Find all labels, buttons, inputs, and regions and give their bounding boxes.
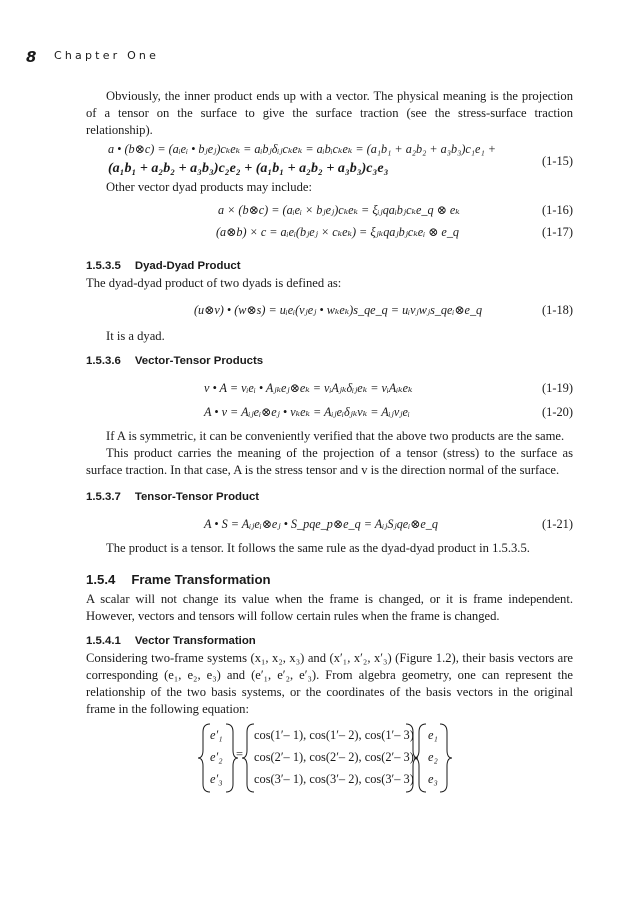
section-number: 1.5.4 (86, 572, 116, 587)
left-brace-rhs (414, 724, 426, 792)
paragraph-frame-transformation: A scalar will not change its value when the frame is changed, or it is frame independent. However, vectors and tensors will follow certain rules when the frame is changed. (86, 592, 573, 623)
equation-number: (1-18) (542, 303, 573, 317)
equation-1-15 (86, 139, 573, 179)
equation-1-18-expr: (u⊗v) • (w⊗s) = uᵢeᵢ(vⱼeⱼ • wₖeₖ)s_qe_q = uᵢvⱼwⱼs_qeᵢ⊗e_q (194, 303, 483, 317)
equation-number: (1-16) (542, 203, 573, 217)
section-number: 1.5.4.1 (86, 635, 121, 647)
rhs-entry: e₁ (428, 728, 438, 742)
page-body (86, 88, 573, 794)
section-number: 1.5.3.5 (86, 260, 121, 272)
section-heading-1-5-4 (86, 571, 573, 588)
section-heading-1-5-3-7 (86, 489, 573, 506)
running-header (26, 48, 160, 67)
lhs-entry: e′₁ (210, 728, 223, 742)
section-heading-1-5-3-5 (86, 258, 573, 275)
equation-number: (1-19) (542, 381, 573, 395)
equation-1-20-expr: A • v = Aᵢⱼeᵢ⊗eⱼ • vₖeₖ = Aᵢⱼeᵢδⱼₖvₖ = Aᵢⱼvⱼeᵢ (204, 405, 410, 419)
equation-1-16 (86, 202, 573, 222)
paragraph-symmetric: If A is symmetric, it can be conveniently verified that the above two products are the same. (106, 429, 565, 443)
matrix-rhs-vector (428, 724, 438, 790)
chapter-title: Chapter One (54, 49, 160, 62)
cosine-matrix (254, 724, 414, 790)
section-title: Vector Transformation (134, 635, 256, 647)
equation-number: (1-20) (542, 405, 573, 419)
equation-1-18 (86, 302, 573, 322)
section-title: Vector-Tensor Products (134, 355, 264, 367)
matrix-lhs-vector (210, 724, 223, 790)
equation-number: (1-15) (542, 154, 573, 168)
equation-1-19 (86, 380, 573, 400)
equation-1-15-line1: a • (b⊗c) = (aᵢeᵢ • bⱼeⱼ)cₖeₖ = aᵢbⱼδᵢⱼcₖeₖ = aᵢbᵢcₖeₖ = (a₁b₁ + a₂b₂ + a₃b₃)c₁e₁ + (108, 142, 496, 156)
equation-number: (1-17) (542, 225, 573, 239)
equation-number: (1-21) (542, 517, 573, 531)
paragraph-inner-product: Obviously, the inner product ends up with a vector. The physical meaning is the projection of a tensor on the surface to give the surface traction (see the stress-surface traction relationship). (86, 89, 573, 137)
left-brace-lhs (198, 724, 210, 792)
section-number: 1.5.3.6 (86, 355, 121, 367)
rhs-entry: e₂ (428, 750, 438, 764)
section-title: Frame Transformation (131, 572, 271, 587)
section-title: Tensor-Tensor Product (134, 491, 260, 503)
equation-1-19-expr: v • A = vᵢeᵢ • Aⱼₖeⱼ⊗eₖ = vᵢAⱼₖδᵢⱼeₖ = vᵢAᵢₖeₖ (204, 381, 413, 395)
rhs-entry: e₃ (428, 772, 438, 786)
lhs-entry: e′₃ (210, 772, 223, 786)
lhs-entry: e′₂ (210, 750, 223, 764)
equals-sign: = (236, 747, 243, 761)
paragraph-projection: This product carries the meaning of the projection of a tensor (stress) to the surface as surface traction. In that case, A is the stress tensor and v is the direction normal of the surface. (86, 446, 573, 477)
matrix-row: cos(3′– 1), cos(3′– 2), cos(3′– 3) (254, 772, 414, 786)
section-heading-1-5-4-1 (86, 633, 573, 650)
paragraph-other-dyad: Other vector dyad products may include: (106, 180, 312, 194)
equation-1-21 (86, 516, 573, 536)
section-title: Dyad-Dyad Product (134, 260, 241, 272)
matrix-equation (86, 722, 573, 794)
equation-1-21-expr: A • S = Aᵢⱼeᵢ⊗eⱼ • S_pqe_p⊗e_q = AᵢⱼSⱼqeᵢ⊗e_q (204, 517, 438, 531)
paragraph-dyad-dyad: The dyad-dyad product of two dyads is defined as: (86, 276, 342, 290)
equation-1-20 (86, 404, 573, 424)
equation-1-17 (86, 224, 573, 244)
matrix-row: cos(2′– 1), cos(2′– 2), cos(2′– 3) (254, 750, 414, 764)
left-brace-matrix (242, 724, 254, 792)
paragraph-is-dyad: It is a dyad. (106, 329, 165, 343)
page-number: 8 (26, 48, 37, 66)
matrix-row: cos(1′– 1), cos(1′– 2), cos(1′– 3) (254, 728, 414, 742)
right-brace-rhs (440, 724, 452, 792)
equation-1-16-expr: a × (b⊗c) = (aᵢeᵢ × bⱼeⱼ)cₖeₖ = ξᵢⱼqaᵢbⱼcₖe_q ⊗ eₖ (218, 203, 460, 217)
section-heading-1-5-3-6 (86, 353, 573, 370)
paragraph-tensor-product: The product is a tensor. It follows the same rule as the dyad-dyad product in 1.5.3.5. (106, 541, 530, 555)
paragraph-vector-transformation: Considering two-frame systems (x₁, x₂, x₃) and (x′₁, x′₂, x′₃) (Figure 1.2), their basis vectors are corresponding (e₁, e₂, e₃) and (e′₁, e′₂, e′₃). From algebra geometry, one can represent the relationship of the two basis systems, or the coordinates of the basis vectors in the original frame in the following equation: (86, 651, 573, 716)
section-number: 1.5.3.7 (86, 491, 121, 503)
equation-1-17-expr: (a⊗b) × c = aᵢeᵢ(bⱼeⱼ × cₖeₖ) = ξⱼₖqaⱼbⱼcₖeᵢ ⊗ e_q (216, 225, 460, 239)
equation-1-15-line2: (a₁b₁ + a₂b₂ + a₃b₃)c₂e₂ + (a₁b₁ + a₂b₂ + a₃b₃)c₃e₃ (108, 161, 389, 176)
